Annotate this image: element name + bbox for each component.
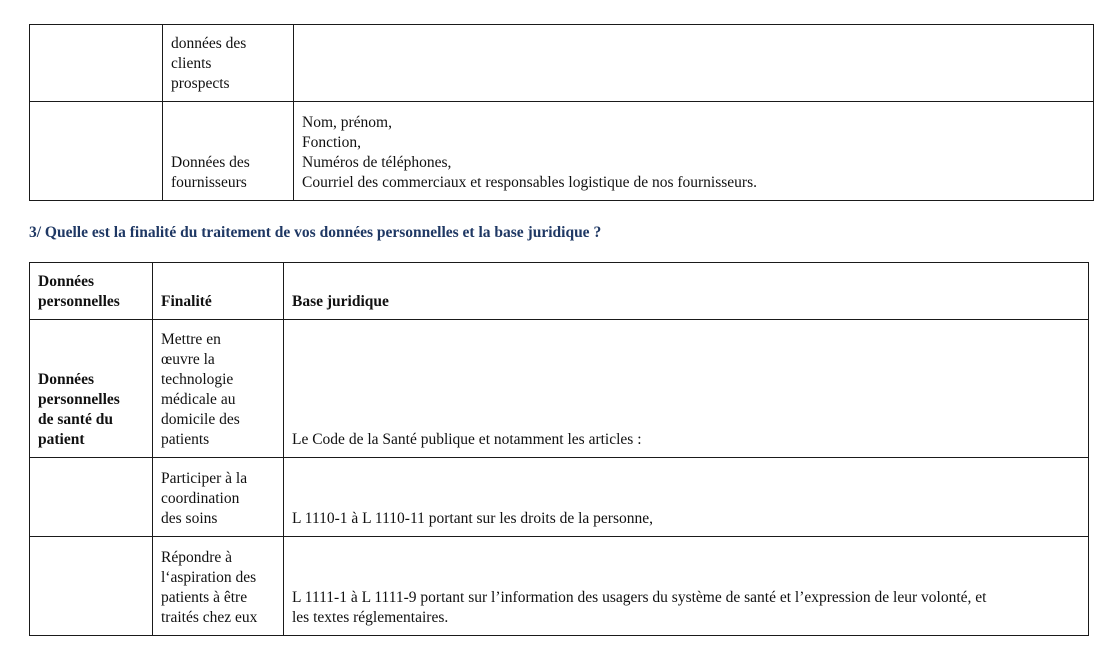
table-row bbox=[30, 320, 1089, 458]
section-heading: 3/ Quelle est la finalité du traitement de vos données personnelles et la base juridique ? bbox=[29, 224, 602, 241]
table-cell: Données personnelles de santé du patient bbox=[30, 320, 153, 458]
column-header-purpose: Finalité bbox=[153, 263, 284, 320]
column-header-personal-data: Données personnelles bbox=[30, 263, 153, 320]
column-header-legal-basis: Base juridique bbox=[284, 263, 1089, 320]
table-cell bbox=[30, 102, 163, 201]
table-cell: Le Code de la Santé publique et notamment les articles : bbox=[284, 320, 1089, 458]
table-row bbox=[30, 458, 1089, 537]
table-cell: Participer à la coordination des soins bbox=[153, 458, 284, 537]
table-cell bbox=[294, 25, 1094, 102]
table-cell: Données des fournisseurs bbox=[163, 102, 294, 201]
table-cell: Répondre à l‘aspiration des patients à être traités chez eux bbox=[153, 537, 284, 636]
table-cell bbox=[30, 537, 153, 636]
table-row bbox=[30, 537, 1089, 636]
table-row bbox=[30, 25, 1094, 102]
table-cell: données des clients prospects bbox=[163, 25, 294, 102]
table-cell: L 1111-1 à L 1111-9 portant sur l’information des usagers du système de santé et l’expression de leur volonté, et les textes réglementaires. bbox=[284, 537, 1089, 636]
table-cell bbox=[30, 25, 163, 102]
table-cell: Nom, prénom, Fonction, Numéros de téléphones, Courriel des commerciaux et responsables logistique de nos fournisseurs. bbox=[294, 102, 1094, 201]
table-cell: L 1110-1 à L 1110-11 portant sur les droits de la personne, bbox=[284, 458, 1089, 537]
purpose-legal-basis-table bbox=[29, 262, 1089, 636]
table-header-row bbox=[30, 263, 1089, 320]
table-cell bbox=[30, 458, 153, 537]
table-row bbox=[30, 102, 1094, 201]
suppliers-data-table bbox=[29, 24, 1094, 201]
table-cell: Mettre en œuvre la technologie médicale au domicile des patients bbox=[153, 320, 284, 458]
